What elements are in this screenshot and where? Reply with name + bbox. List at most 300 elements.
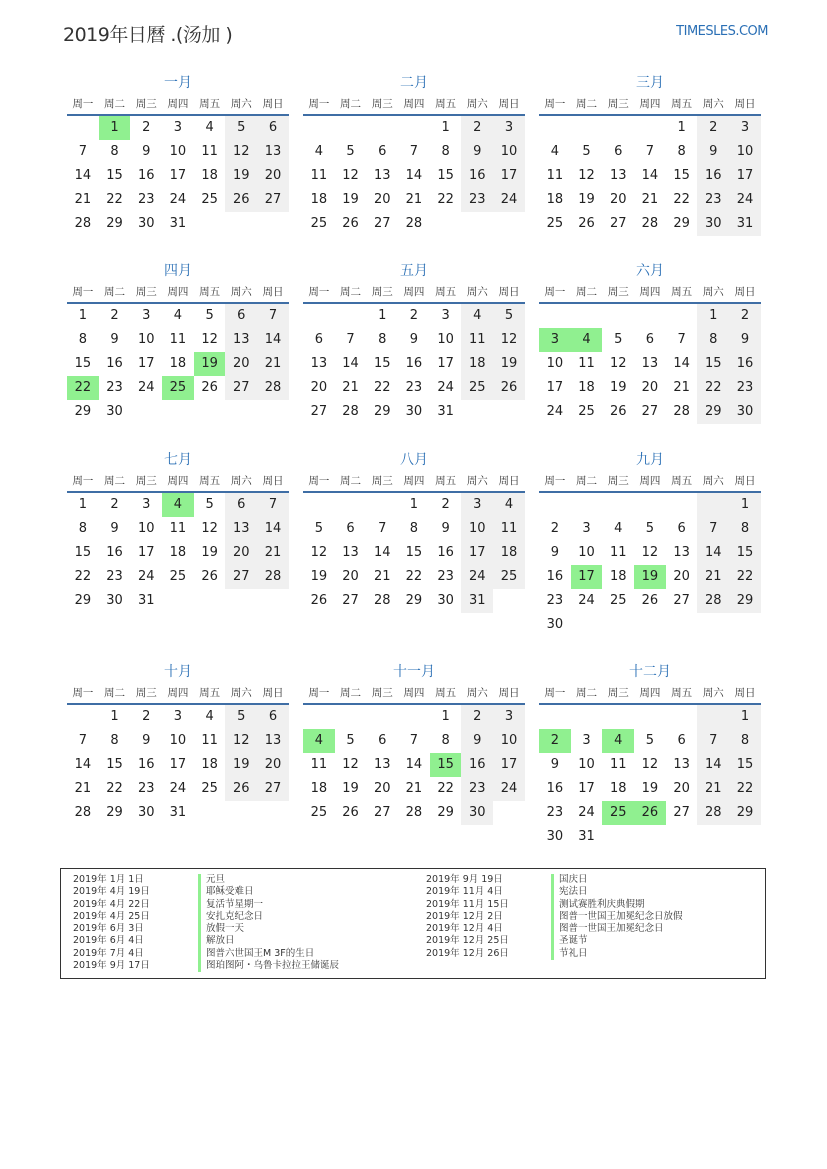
day-cell[interactable]: 8 bbox=[697, 328, 729, 352]
day-cell[interactable]: 10 bbox=[578, 757, 595, 772]
brand-link[interactable]: TIMESLES.COM bbox=[676, 24, 768, 39]
day-cell[interactable]: 5 bbox=[225, 705, 257, 729]
day-cell[interactable]: 14 bbox=[641, 168, 659, 183]
day-cell[interactable]: 24 bbox=[578, 593, 595, 608]
day-cell[interactable]: 19 bbox=[609, 380, 627, 395]
day-cell[interactable]: 22 bbox=[106, 192, 123, 207]
day-cell[interactable]: 12 bbox=[578, 168, 595, 183]
day-cell[interactable]: 13 bbox=[225, 328, 257, 352]
day-cell[interactable]: 9 bbox=[110, 521, 119, 536]
day-cell[interactable]: 24 bbox=[137, 380, 155, 395]
day-cell[interactable]: 4 bbox=[493, 493, 525, 517]
day-cell[interactable]: 31 bbox=[169, 216, 187, 231]
day-cell[interactable]: 6 bbox=[225, 304, 257, 328]
day-cell[interactable]: 1 bbox=[441, 709, 450, 724]
day-cell[interactable]: 13 bbox=[673, 545, 690, 560]
day-cell[interactable]: 30 bbox=[461, 801, 493, 825]
day-cell[interactable]: 26 bbox=[310, 593, 328, 608]
day-cell[interactable]: 23 bbox=[137, 192, 155, 207]
day-cell[interactable]: 24 bbox=[546, 404, 564, 419]
day-cell[interactable]: 30 bbox=[106, 404, 123, 419]
day-cell[interactable]: 21 bbox=[673, 380, 690, 395]
day-cell[interactable]: 24 bbox=[169, 781, 187, 796]
day-cell[interactable]: 16 bbox=[461, 753, 493, 777]
day-cell[interactable]: 2 bbox=[142, 709, 151, 724]
day-cell[interactable]: 7 bbox=[697, 517, 729, 541]
day-cell[interactable]: 28 bbox=[257, 376, 289, 400]
day-cell[interactable]: 17 bbox=[461, 541, 493, 565]
day-cell[interactable]: 1 bbox=[78, 308, 87, 323]
day-cell[interactable]: 15 bbox=[373, 356, 391, 371]
day-cell[interactable]: 28 bbox=[373, 593, 391, 608]
day-cell[interactable]: 3 bbox=[173, 120, 183, 135]
day-cell[interactable]: 5 bbox=[645, 733, 655, 748]
day-cell[interactable]: 22 bbox=[74, 569, 92, 584]
day-cell[interactable]: 12 bbox=[225, 140, 257, 164]
day-cell[interactable]: 3 bbox=[582, 521, 591, 536]
day-cell[interactable]: 5 bbox=[205, 308, 214, 323]
day-cell[interactable]: 21 bbox=[257, 541, 289, 565]
day-cell[interactable]: 3 bbox=[493, 705, 525, 729]
day-cell[interactable]: 12 bbox=[225, 729, 257, 753]
day-cell[interactable]: 1 bbox=[729, 705, 761, 729]
day-cell[interactable]: 25 bbox=[310, 805, 328, 820]
day-cell[interactable]: 16 bbox=[546, 781, 564, 796]
day-cell[interactable]: 19 bbox=[342, 781, 359, 796]
day-cell[interactable]: 8 bbox=[441, 733, 450, 748]
day-cell[interactable]: 9 bbox=[409, 332, 419, 347]
day-cell[interactable]: 11 bbox=[609, 545, 627, 560]
day-cell[interactable]: 24 bbox=[461, 565, 493, 589]
day-cell[interactable]: 24 bbox=[493, 188, 525, 212]
day-cell[interactable]: 20 bbox=[225, 541, 257, 565]
day-cell[interactable]: 18 bbox=[169, 356, 187, 371]
holiday-day-cell[interactable]: 4 bbox=[602, 729, 634, 753]
day-cell[interactable]: 25 bbox=[310, 216, 328, 231]
day-cell[interactable]: 10 bbox=[169, 144, 187, 159]
holiday-day-cell[interactable]: 3 bbox=[539, 328, 571, 352]
day-cell[interactable]: 8 bbox=[729, 729, 761, 753]
day-cell[interactable]: 25 bbox=[201, 192, 218, 207]
day-cell[interactable]: 16 bbox=[461, 164, 493, 188]
holiday-day-cell[interactable]: 19 bbox=[634, 565, 666, 589]
day-cell[interactable]: 21 bbox=[74, 192, 92, 207]
day-cell[interactable]: 23 bbox=[405, 380, 423, 395]
day-cell[interactable]: 7 bbox=[677, 332, 686, 347]
day-cell[interactable]: 16 bbox=[137, 168, 155, 183]
day-cell[interactable]: 3 bbox=[173, 709, 183, 724]
day-cell[interactable]: 7 bbox=[346, 332, 355, 347]
day-cell[interactable]: 15 bbox=[106, 757, 123, 772]
day-cell[interactable]: 14 bbox=[373, 545, 391, 560]
day-cell[interactable]: 29 bbox=[373, 404, 391, 419]
day-cell[interactable]: 20 bbox=[310, 380, 328, 395]
day-cell[interactable]: 28 bbox=[405, 216, 423, 231]
day-cell[interactable]: 22 bbox=[373, 380, 391, 395]
day-cell[interactable]: 20 bbox=[609, 192, 627, 207]
day-cell[interactable]: 23 bbox=[437, 569, 454, 584]
day-cell[interactable]: 11 bbox=[609, 757, 627, 772]
day-cell[interactable]: 16 bbox=[697, 164, 729, 188]
day-cell[interactable]: 19 bbox=[578, 192, 595, 207]
holiday-day-cell[interactable]: 22 bbox=[67, 376, 99, 400]
day-cell[interactable]: 29 bbox=[74, 404, 92, 419]
day-cell[interactable]: 20 bbox=[373, 781, 391, 796]
day-cell[interactable]: 12 bbox=[641, 545, 659, 560]
day-cell[interactable]: 23 bbox=[729, 376, 761, 400]
day-cell[interactable]: 30 bbox=[697, 212, 729, 236]
day-cell[interactable]: 28 bbox=[641, 216, 659, 231]
day-cell[interactable]: 23 bbox=[697, 188, 729, 212]
day-cell[interactable]: 30 bbox=[405, 404, 423, 419]
day-cell[interactable]: 1 bbox=[78, 497, 87, 512]
day-cell[interactable]: 27 bbox=[641, 404, 659, 419]
day-cell[interactable]: 11 bbox=[546, 168, 564, 183]
day-cell[interactable]: 6 bbox=[614, 144, 623, 159]
day-cell[interactable]: 6 bbox=[677, 733, 686, 748]
day-cell[interactable]: 29 bbox=[729, 801, 761, 825]
day-cell[interactable]: 13 bbox=[373, 168, 391, 183]
day-cell[interactable]: 30 bbox=[729, 400, 761, 424]
day-cell[interactable]: 25 bbox=[578, 404, 595, 419]
day-cell[interactable]: 18 bbox=[201, 168, 218, 183]
day-cell[interactable]: 2 bbox=[441, 497, 450, 512]
day-cell[interactable]: 7 bbox=[409, 733, 419, 748]
day-cell[interactable]: 7 bbox=[257, 304, 289, 328]
day-cell[interactable]: 19 bbox=[201, 545, 218, 560]
day-cell[interactable]: 17 bbox=[578, 781, 595, 796]
day-cell[interactable]: 13 bbox=[641, 356, 659, 371]
day-cell[interactable]: 1 bbox=[697, 304, 729, 328]
day-cell[interactable]: 9 bbox=[142, 733, 151, 748]
day-cell[interactable]: 15 bbox=[74, 356, 92, 371]
day-cell[interactable]: 26 bbox=[201, 569, 218, 584]
day-cell[interactable]: 18 bbox=[609, 569, 627, 584]
holiday-day-cell[interactable]: 25 bbox=[162, 376, 194, 400]
holiday-day-cell[interactable]: 1 bbox=[99, 116, 131, 140]
day-cell[interactable]: 1 bbox=[441, 120, 450, 135]
day-cell[interactable]: 2 bbox=[110, 497, 119, 512]
day-cell[interactable]: 18 bbox=[461, 352, 493, 376]
day-cell[interactable]: 28 bbox=[697, 589, 729, 613]
day-cell[interactable]: 14 bbox=[405, 757, 423, 772]
day-cell[interactable]: 22 bbox=[437, 192, 454, 207]
day-cell[interactable]: 1 bbox=[378, 308, 387, 323]
day-cell[interactable]: 31 bbox=[137, 593, 155, 608]
holiday-day-cell[interactable]: 4 bbox=[162, 493, 194, 517]
day-cell[interactable]: 2 bbox=[697, 116, 729, 140]
day-cell[interactable]: 9 bbox=[461, 729, 493, 753]
day-cell[interactable]: 18 bbox=[609, 781, 627, 796]
day-cell[interactable]: 29 bbox=[673, 216, 690, 231]
day-cell[interactable]: 21 bbox=[257, 352, 289, 376]
day-cell[interactable]: 3 bbox=[142, 497, 151, 512]
day-cell[interactable]: 8 bbox=[409, 521, 419, 536]
day-cell[interactable]: 14 bbox=[697, 753, 729, 777]
day-cell[interactable]: 8 bbox=[110, 144, 119, 159]
day-cell[interactable]: 11 bbox=[461, 328, 493, 352]
day-cell[interactable]: 18 bbox=[310, 781, 328, 796]
day-cell[interactable]: 10 bbox=[493, 140, 525, 164]
day-cell[interactable]: 7 bbox=[645, 144, 655, 159]
day-cell[interactable]: 12 bbox=[342, 757, 359, 772]
day-cell[interactable]: 19 bbox=[641, 781, 659, 796]
day-cell[interactable]: 24 bbox=[137, 569, 155, 584]
day-cell[interactable]: 9 bbox=[550, 545, 559, 560]
day-cell[interactable]: 18 bbox=[169, 545, 187, 560]
day-cell[interactable]: 23 bbox=[137, 781, 155, 796]
day-cell[interactable]: 20 bbox=[673, 781, 690, 796]
day-cell[interactable]: 6 bbox=[677, 521, 686, 536]
day-cell[interactable]: 3 bbox=[582, 733, 591, 748]
day-cell[interactable]: 2 bbox=[142, 120, 151, 135]
day-cell[interactable]: 24 bbox=[493, 777, 525, 801]
day-cell[interactable]: 29 bbox=[74, 593, 92, 608]
day-cell[interactable]: 21 bbox=[342, 380, 359, 395]
day-cell[interactable]: 28 bbox=[74, 805, 92, 820]
day-cell[interactable]: 16 bbox=[729, 352, 761, 376]
day-cell[interactable]: 25 bbox=[169, 569, 187, 584]
holiday-day-cell[interactable]: 26 bbox=[634, 801, 666, 825]
day-cell[interactable]: 6 bbox=[225, 493, 257, 517]
day-cell[interactable]: 28 bbox=[697, 801, 729, 825]
day-cell[interactable]: 23 bbox=[106, 380, 123, 395]
day-cell[interactable]: 17 bbox=[169, 168, 187, 183]
day-cell[interactable]: 10 bbox=[729, 140, 761, 164]
day-cell[interactable]: 27 bbox=[310, 404, 328, 419]
day-cell[interactable]: 18 bbox=[310, 192, 328, 207]
day-cell[interactable]: 28 bbox=[673, 404, 690, 419]
day-cell[interactable]: 15 bbox=[74, 545, 92, 560]
day-cell[interactable]: 2 bbox=[461, 705, 493, 729]
day-cell[interactable]: 10 bbox=[137, 521, 155, 536]
day-cell[interactable]: 27 bbox=[673, 805, 690, 820]
day-cell[interactable]: 6 bbox=[257, 116, 289, 140]
day-cell[interactable]: 5 bbox=[314, 521, 323, 536]
day-cell[interactable]: 31 bbox=[437, 404, 454, 419]
day-cell[interactable]: 23 bbox=[546, 593, 564, 608]
holiday-day-cell[interactable]: 17 bbox=[571, 565, 603, 589]
day-cell[interactable]: 5 bbox=[346, 144, 355, 159]
day-cell[interactable]: 9 bbox=[550, 757, 559, 772]
day-cell[interactable]: 5 bbox=[225, 116, 257, 140]
day-cell[interactable]: 24 bbox=[578, 805, 595, 820]
day-cell[interactable]: 18 bbox=[546, 192, 564, 207]
day-cell[interactable]: 19 bbox=[225, 753, 257, 777]
day-cell[interactable]: 30 bbox=[437, 593, 454, 608]
day-cell[interactable]: 9 bbox=[441, 521, 450, 536]
day-cell[interactable]: 9 bbox=[729, 328, 761, 352]
day-cell[interactable]: 19 bbox=[225, 164, 257, 188]
day-cell[interactable]: 26 bbox=[609, 404, 627, 419]
day-cell[interactable]: 11 bbox=[310, 757, 328, 772]
day-cell[interactable]: 27 bbox=[342, 593, 359, 608]
day-cell[interactable]: 28 bbox=[342, 404, 359, 419]
day-cell[interactable]: 14 bbox=[673, 356, 690, 371]
day-cell[interactable]: 5 bbox=[614, 332, 623, 347]
day-cell[interactable]: 19 bbox=[342, 192, 359, 207]
day-cell[interactable]: 10 bbox=[461, 517, 493, 541]
day-cell[interactable]: 27 bbox=[673, 593, 690, 608]
day-cell[interactable]: 6 bbox=[645, 332, 655, 347]
day-cell[interactable]: 12 bbox=[201, 332, 218, 347]
day-cell[interactable]: 11 bbox=[578, 356, 595, 371]
day-cell[interactable]: 4 bbox=[205, 120, 214, 135]
day-cell[interactable]: 29 bbox=[106, 216, 123, 231]
day-cell[interactable]: 26 bbox=[578, 216, 595, 231]
day-cell[interactable]: 3 bbox=[441, 308, 450, 323]
day-cell[interactable]: 12 bbox=[493, 328, 525, 352]
day-cell[interactable]: 11 bbox=[169, 521, 187, 536]
day-cell[interactable]: 26 bbox=[225, 188, 257, 212]
holiday-day-cell[interactable]: 4 bbox=[303, 729, 335, 753]
day-cell[interactable]: 20 bbox=[673, 569, 690, 584]
day-cell[interactable]: 21 bbox=[697, 777, 729, 801]
day-cell[interactable]: 8 bbox=[729, 517, 761, 541]
day-cell[interactable]: 20 bbox=[373, 192, 391, 207]
day-cell[interactable]: 17 bbox=[729, 164, 761, 188]
day-cell[interactable]: 18 bbox=[201, 757, 218, 772]
day-cell[interactable]: 6 bbox=[378, 733, 387, 748]
day-cell[interactable]: 18 bbox=[493, 541, 525, 565]
day-cell[interactable]: 22 bbox=[673, 192, 690, 207]
day-cell[interactable]: 14 bbox=[342, 356, 359, 371]
day-cell[interactable]: 1 bbox=[677, 120, 686, 135]
day-cell[interactable]: 11 bbox=[201, 733, 218, 748]
day-cell[interactable]: 11 bbox=[169, 332, 187, 347]
day-cell[interactable]: 2 bbox=[409, 308, 419, 323]
day-cell[interactable]: 18 bbox=[578, 380, 595, 395]
day-cell[interactable]: 29 bbox=[106, 805, 123, 820]
day-cell[interactable]: 8 bbox=[78, 332, 87, 347]
day-cell[interactable]: 31 bbox=[729, 212, 761, 236]
day-cell[interactable]: 20 bbox=[225, 352, 257, 376]
day-cell[interactable]: 2 bbox=[550, 521, 559, 536]
day-cell[interactable]: 22 bbox=[437, 781, 454, 796]
day-cell[interactable]: 27 bbox=[373, 216, 391, 231]
day-cell[interactable]: 17 bbox=[437, 356, 454, 371]
day-cell[interactable]: 29 bbox=[729, 589, 761, 613]
holiday-day-cell[interactable]: 19 bbox=[194, 352, 226, 376]
day-cell[interactable]: 23 bbox=[461, 188, 493, 212]
day-cell[interactable]: 29 bbox=[405, 593, 423, 608]
day-cell[interactable]: 17 bbox=[169, 757, 187, 772]
day-cell[interactable]: 15 bbox=[673, 168, 690, 183]
day-cell[interactable]: 13 bbox=[257, 140, 289, 164]
day-cell[interactable]: 22 bbox=[697, 376, 729, 400]
day-cell[interactable]: 2 bbox=[110, 308, 119, 323]
day-cell[interactable]: 11 bbox=[310, 168, 328, 183]
day-cell[interactable]: 17 bbox=[546, 380, 564, 395]
day-cell[interactable]: 4 bbox=[461, 304, 493, 328]
day-cell[interactable]: 25 bbox=[461, 376, 493, 400]
day-cell[interactable]: 6 bbox=[346, 521, 355, 536]
day-cell[interactable]: 21 bbox=[373, 569, 391, 584]
day-cell[interactable]: 27 bbox=[373, 805, 391, 820]
day-cell[interactable]: 4 bbox=[314, 144, 323, 159]
day-cell[interactable]: 3 bbox=[493, 116, 525, 140]
day-cell[interactable]: 13 bbox=[342, 545, 359, 560]
day-cell[interactable]: 6 bbox=[314, 332, 323, 347]
day-cell[interactable]: 9 bbox=[110, 332, 119, 347]
day-cell[interactable]: 4 bbox=[173, 308, 183, 323]
day-cell[interactable]: 3 bbox=[461, 493, 493, 517]
day-cell[interactable]: 7 bbox=[378, 521, 387, 536]
day-cell[interactable]: 1 bbox=[110, 709, 119, 724]
day-cell[interactable]: 24 bbox=[437, 380, 454, 395]
day-cell[interactable]: 25 bbox=[609, 593, 627, 608]
day-cell[interactable]: 22 bbox=[729, 777, 761, 801]
day-cell[interactable]: 20 bbox=[641, 380, 659, 395]
day-cell[interactable]: 8 bbox=[441, 144, 450, 159]
day-cell[interactable]: 26 bbox=[342, 805, 359, 820]
day-cell[interactable]: 10 bbox=[137, 332, 155, 347]
day-cell[interactable]: 28 bbox=[257, 565, 289, 589]
day-cell[interactable]: 16 bbox=[437, 545, 454, 560]
day-cell[interactable]: 22 bbox=[729, 565, 761, 589]
day-cell[interactable]: 13 bbox=[310, 356, 328, 371]
day-cell[interactable]: 10 bbox=[578, 545, 595, 560]
day-cell[interactable]: 8 bbox=[677, 144, 686, 159]
day-cell[interactable]: 5 bbox=[645, 521, 655, 536]
day-cell[interactable]: 25 bbox=[493, 565, 525, 589]
day-cell[interactable]: 5 bbox=[582, 144, 591, 159]
day-cell[interactable]: 7 bbox=[257, 493, 289, 517]
day-cell[interactable]: 10 bbox=[546, 356, 564, 371]
day-cell[interactable]: 9 bbox=[142, 144, 151, 159]
day-cell[interactable]: 4 bbox=[550, 144, 559, 159]
day-cell[interactable]: 11 bbox=[201, 144, 218, 159]
holiday-day-cell[interactable]: 15 bbox=[430, 753, 462, 777]
day-cell[interactable]: 26 bbox=[201, 380, 218, 395]
day-cell[interactable]: 7 bbox=[409, 144, 419, 159]
day-cell[interactable]: 22 bbox=[106, 781, 123, 796]
day-cell[interactable]: 12 bbox=[310, 545, 328, 560]
day-cell[interactable]: 15 bbox=[729, 753, 761, 777]
day-cell[interactable]: 13 bbox=[609, 168, 627, 183]
holiday-day-cell[interactable]: 2 bbox=[539, 729, 571, 753]
day-cell[interactable]: 8 bbox=[110, 733, 119, 748]
day-cell[interactable]: 20 bbox=[342, 569, 359, 584]
day-cell[interactable]: 16 bbox=[405, 356, 423, 371]
day-cell[interactable]: 12 bbox=[342, 168, 359, 183]
day-cell[interactable]: 24 bbox=[729, 188, 761, 212]
day-cell[interactable]: 31 bbox=[461, 589, 493, 613]
day-cell[interactable]: 6 bbox=[378, 144, 387, 159]
day-cell[interactable]: 30 bbox=[137, 805, 155, 820]
day-cell[interactable]: 2 bbox=[729, 304, 761, 328]
day-cell[interactable]: 1 bbox=[409, 497, 419, 512]
day-cell[interactable]: 5 bbox=[493, 304, 525, 328]
day-cell[interactable]: 10 bbox=[169, 733, 187, 748]
day-cell[interactable]: 13 bbox=[225, 517, 257, 541]
day-cell[interactable]: 31 bbox=[578, 829, 595, 844]
day-cell[interactable]: 5 bbox=[346, 733, 355, 748]
day-cell[interactable]: 27 bbox=[257, 188, 289, 212]
day-cell[interactable]: 17 bbox=[137, 545, 155, 560]
day-cell[interactable]: 15 bbox=[697, 352, 729, 376]
day-cell[interactable]: 21 bbox=[74, 781, 92, 796]
day-cell[interactable]: 12 bbox=[609, 356, 627, 371]
day-cell[interactable]: 15 bbox=[405, 545, 423, 560]
day-cell[interactable]: 31 bbox=[169, 805, 187, 820]
day-cell[interactable]: 16 bbox=[137, 757, 155, 772]
day-cell[interactable]: 13 bbox=[257, 729, 289, 753]
day-cell[interactable]: 20 bbox=[257, 164, 289, 188]
day-cell[interactable]: 6 bbox=[257, 705, 289, 729]
day-cell[interactable]: 17 bbox=[493, 753, 525, 777]
day-cell[interactable]: 14 bbox=[697, 541, 729, 565]
